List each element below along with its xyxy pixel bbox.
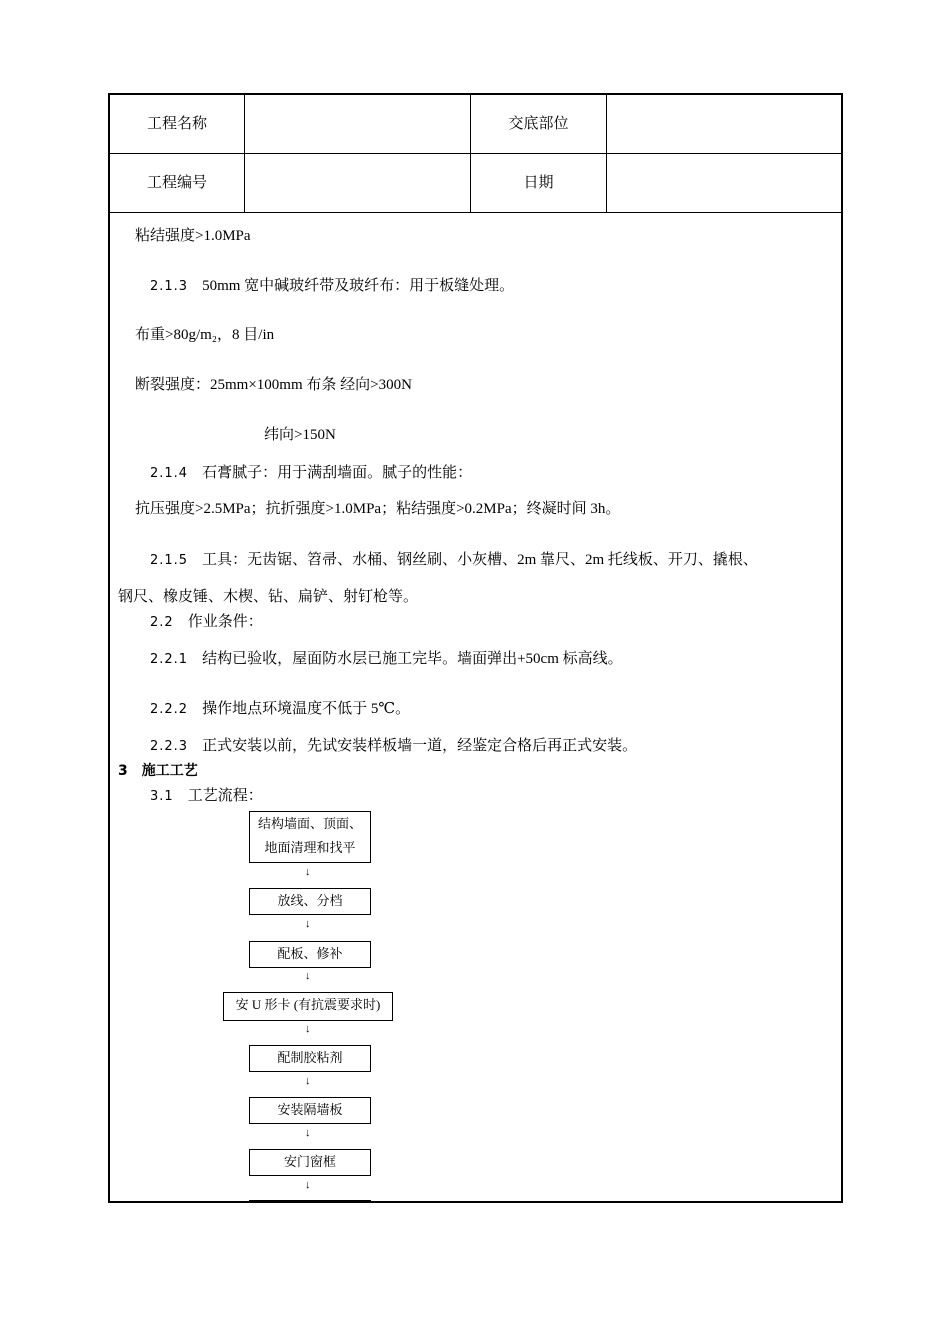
flow-arrow-down: ↓ (305, 1127, 311, 1139)
text-line (150, 649, 623, 670)
project-no-label: 工程编号 (146, 175, 207, 191)
project-name-label: 工程名称 (146, 116, 207, 132)
flow-step-clean-surfaces (249, 811, 371, 863)
text-line: 抗压强度>2.5MPa；抗折强度>1.0MPa；粘结强度>0.2MPa；终凝时间 3h。 (135, 501, 621, 517)
flow-step-mix-adhesive: 配制胶粘剂 (249, 1045, 371, 1072)
flow-arrow-down: ↓ (305, 866, 311, 878)
disclosure-part-label: 交底部位 (508, 116, 569, 132)
text-line: 布重>80g/m₂，8 目/in (135, 327, 275, 343)
table-col-divider (470, 93, 471, 213)
text-line (150, 786, 263, 807)
text-line (150, 550, 758, 571)
text-line-body: 工具：无齿锯、笤帚、水桶、钢丝刷、小灰槽、2m 靠尺、2m 托线板、开刀、撬根、 (202, 552, 758, 568)
flow-step-text: 结构墙面、顶面、 (257, 816, 362, 831)
flow-arrow-down: ↓ (305, 1179, 311, 1191)
flow-step-install-panels: 安装隔墙板 (249, 1097, 371, 1124)
text-line: 粘结强度>1.0MPa (135, 228, 251, 244)
flow-step-text: 地面清理和找平 (264, 840, 356, 855)
flow-arrow-down: ↓ (305, 918, 311, 930)
flow-step-install-frames: 安门窗框 (249, 1149, 371, 1176)
table-bottom-border (108, 212, 843, 213)
flow-next-step-edge (249, 1200, 371, 1201)
text-line: 断裂强度：25mm×100mm 布条 经向>300N (135, 377, 412, 393)
text-line: 纬向>150N (264, 427, 336, 443)
section-number: 3 (118, 763, 128, 779)
text-line-body: 石膏腻子：用于满刮墙面。腻子的性能： (202, 465, 473, 481)
flow-arrow-down: ↓ (305, 970, 311, 982)
text-line-body: 50mm 宽中碱玻纤带及玻纤布：用于板缝处理。 (202, 278, 515, 294)
project-no-value[interactable] (245, 154, 470, 212)
date-label: 日期 (523, 175, 554, 191)
flow-arrow-down: ↓ (305, 1075, 311, 1087)
flow-step-layout-lines: 放线、分档 (249, 888, 371, 915)
section-number: 3.1 (150, 789, 174, 804)
disclosure-part-value[interactable] (607, 95, 841, 153)
flow-arrow-down: ↓ (305, 1023, 311, 1035)
text-line (150, 736, 637, 757)
text-line (150, 276, 514, 297)
section-number: 2.2.1 (150, 652, 189, 667)
text-line-body: 作业条件： (187, 614, 263, 630)
section-number: 2.2.2 (150, 702, 189, 717)
section-number: 2.2 (150, 615, 174, 630)
text-line-body: 正式安装以前，先试安装样板墙一道，经鉴定合格后再正式安装。 (202, 738, 638, 754)
text-line (150, 463, 472, 484)
page-frame (108, 93, 843, 1203)
section-number: 2.1.5 (150, 553, 189, 568)
text-line-body: 操作地点环境温度不低于 5℃。 (202, 701, 411, 717)
text-line: 钢尺、橡皮锤、木楔、钻、扁铲、射钉枪等。 (118, 589, 419, 605)
date-value[interactable] (607, 154, 841, 212)
flow-step-install-u-clip: 安 U 形卡 (有抗震要求时) (223, 992, 393, 1021)
section-number: 2.1.4 (150, 466, 189, 481)
text-line (150, 612, 263, 633)
section-heading (118, 761, 198, 781)
flow-step-prepare-boards: 配板、修补 (249, 941, 371, 968)
text-line-body: 结构已验收，屋面防水层已施工完毕。墙面弹出+50cm 标高线。 (202, 651, 623, 667)
section-number: 2.1.3 (150, 279, 189, 294)
text-line-body: 工艺流程： (187, 788, 263, 804)
section-heading-text: 施工工艺 (141, 763, 198, 779)
text-line (150, 699, 410, 720)
section-number: 2.2.3 (150, 739, 189, 754)
project-name-value[interactable] (245, 95, 470, 153)
